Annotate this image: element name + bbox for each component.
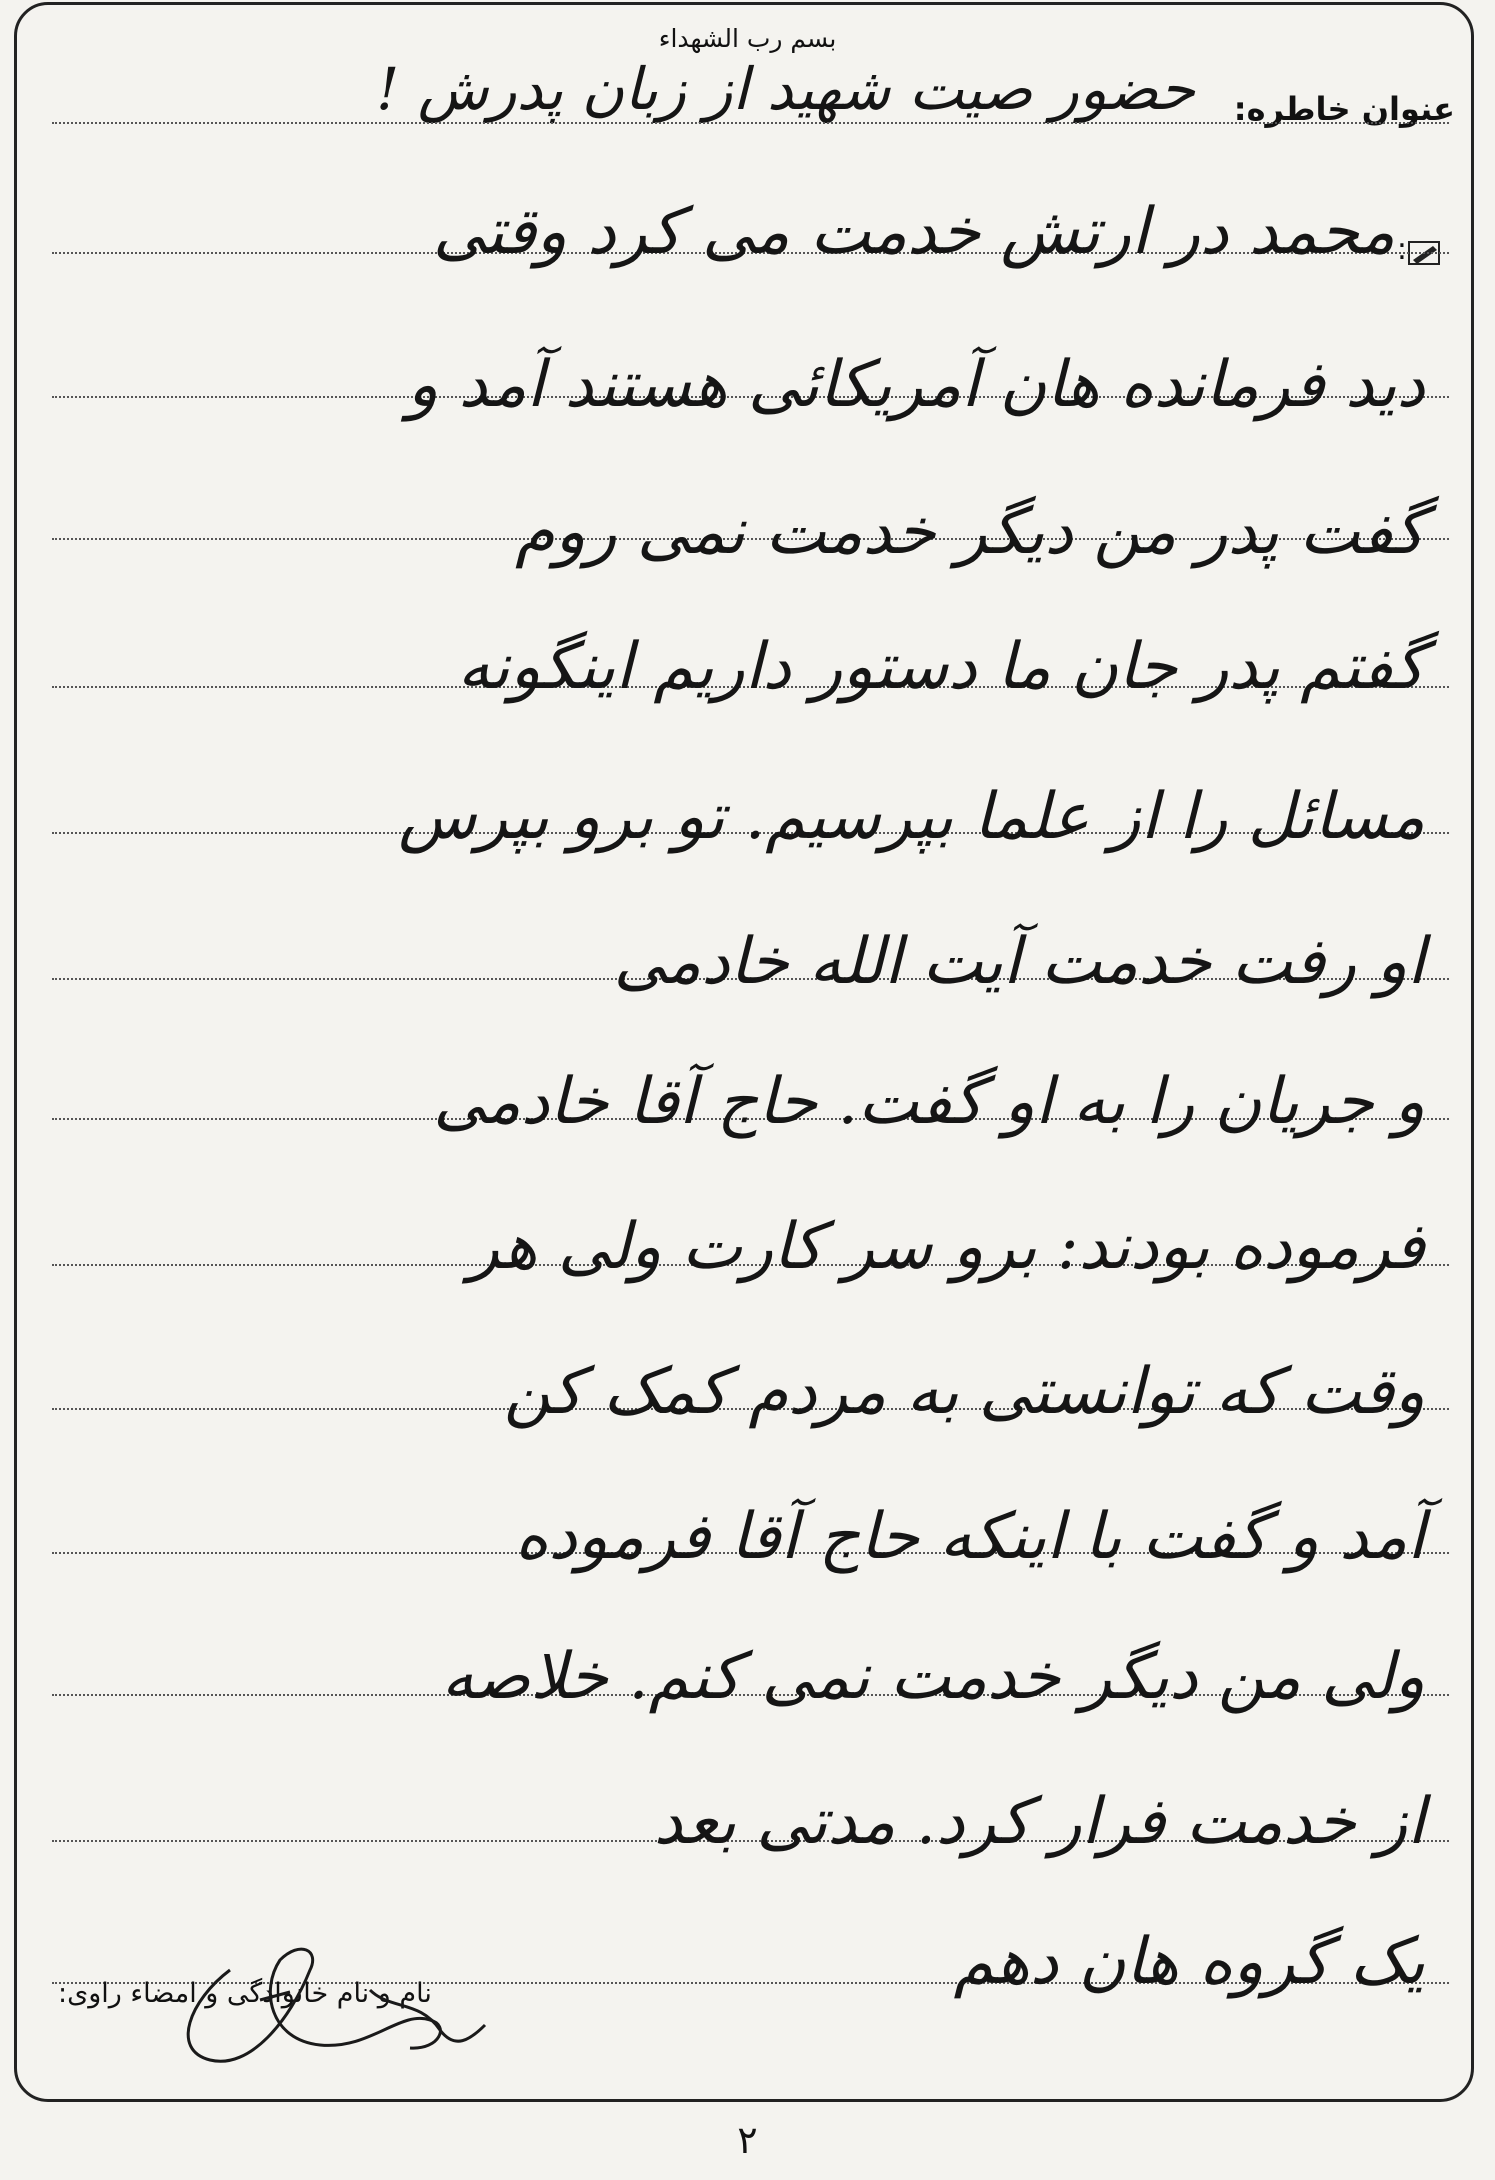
handwritten-line: او رفت خدمت آیت الله خادمی <box>613 925 1425 999</box>
handwritten-line: گفتم پدر جان ما دستور داریم اینگونه <box>457 630 1425 704</box>
handwritten-line: مسائل را از علما بپرسیم. تو برو بپرس <box>398 780 1425 854</box>
memoir-title-handwritten: حضور صیت شهید از زبان پدرش ! <box>376 55 1195 123</box>
body-colon: : <box>1396 232 1407 267</box>
handwritten-line: گفت پدر من دیگر خدمت نمی روم <box>515 495 1425 569</box>
narrator-signature-label: نام و نام خانوادگی و امضاء راوی: <box>58 1978 432 2009</box>
handwritten-line: و جریان را به او گفت. حاج آقا خادمی <box>433 1065 1425 1139</box>
narrator-signature <box>170 1930 500 2080</box>
handwritten-line: از خدمت فرار کرد. مدتی بعد <box>653 1785 1425 1859</box>
handwritten-line: یک گروه هان دهم <box>953 1925 1425 1999</box>
ruled-line <box>52 122 1449 124</box>
memoir-title-label: عنوان خاطره: <box>1233 90 1455 128</box>
handwritten-line: ولی من دیگر خدمت نمی کنم. خلاصه <box>441 1640 1425 1714</box>
handwritten-line: وقت که توانستی به مردم کمک کن <box>503 1355 1425 1429</box>
handwritten-line: دید فرمانده هان آمریکائی هستند آمد و <box>407 348 1425 422</box>
handwritten-line: محمد در ارتش خدمت می کرد وقتی <box>432 195 1395 269</box>
handwritten-line: آمد و گفت با اینکه حاج آقا فرموده <box>514 1500 1425 1574</box>
page-number: ۲ <box>737 2118 758 2162</box>
handwritten-line: فرموده بودند: برو سر کارت ولی هر <box>468 1210 1425 1284</box>
header-bismillah: بسم رب الشهداء <box>658 24 837 53</box>
